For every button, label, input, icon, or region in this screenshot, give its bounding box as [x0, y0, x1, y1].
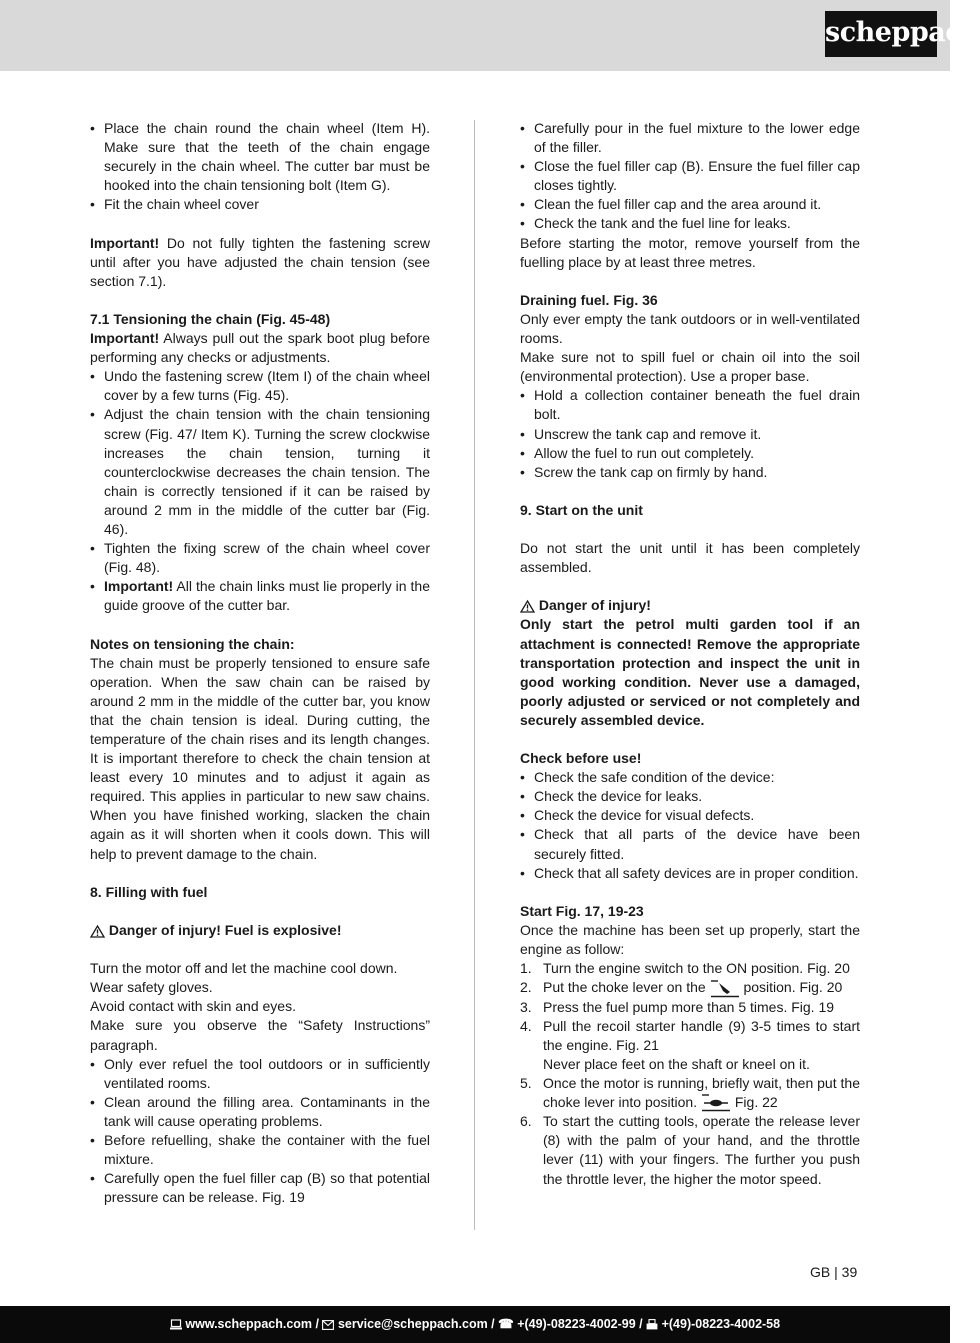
- item-text: Put the choke lever on the: [543, 979, 710, 996]
- item-number: 1.: [520, 960, 532, 977]
- warning-text: Only start the petrol multi garden tool if an attachment is connected! Remove the appropriate transportation protection and inspect the unit in good working condition. Never use a damaged, poorly adjusted or serviced or not completely and securely assembled device.: [520, 616, 860, 728]
- list-item: • Before refuelling, shake the container with the fuel mixture.: [90, 1131, 430, 1169]
- email-link[interactable]: service@scheppach.com: [337, 1317, 488, 1331]
- warning: [520, 596, 860, 615]
- important-text: Do not fully tighten the fastening screw until after you have adjusted the chain tension (see section 7.1).: [90, 234, 430, 289]
- warning: [90, 921, 430, 940]
- paragraph: [90, 234, 430, 291]
- item-text: Pull the recoil starter handle (9) 3-5 times to start the engine. Fig. 21: [543, 1017, 860, 1053]
- list-item: • Check the device for leaks.: [520, 787, 860, 806]
- list-item: • Clean the fuel filler cap and the area around it.: [520, 195, 860, 214]
- section-title: 8. Filling with fuel: [90, 883, 208, 900]
- paragraph: Only ever empty the tank outdoors or in well-ventilated rooms.: [520, 310, 860, 347]
- item-text: To start the cutting tools, operate the release lever (8) with the palm of your hand, and the throttle lever (11) with your fingers. The further you push the throttle lever, the higher the motor speed.: [543, 1113, 860, 1187]
- important-label: Important!: [104, 578, 174, 595]
- list-item: • Check that all parts of the device have been securely fitted.: [520, 825, 860, 863]
- paragraph: Make sure not to spill fuel or chain oil into the soil (environmental protection). Use a proper base.: [520, 349, 860, 385]
- list-item: • Hold a collection container beneath the fuel drain bolt.: [520, 386, 860, 424]
- list-item: • Allow the fuel to run out completely.: [520, 444, 860, 463]
- section-title: Notes on tensioning the chain:: [90, 635, 295, 652]
- separator: /: [635, 1317, 647, 1331]
- list-item: • Tighten the fixing screw of the chain wheel cover (Fig. 48).: [90, 539, 430, 577]
- separator: /: [312, 1317, 323, 1331]
- page-number-value: 39: [841, 1264, 858, 1280]
- section-title: 9. Start on the unit: [520, 501, 643, 518]
- list-item: • Check the safe condition of the device:: [520, 768, 860, 787]
- item-text: Turn the engine switch to the ON position. Fig. 20: [543, 960, 850, 977]
- item-number: 4.: [520, 1017, 532, 1034]
- header-bar: [0, 0, 980, 71]
- warning-text: Danger of injury! Fuel is explosive!: [108, 921, 342, 938]
- section-title: Start Fig. 17, 19-23: [520, 902, 644, 919]
- paragraph: [90, 329, 430, 367]
- item-text: Press the fuel pump more than 5 times. Fig. 19: [543, 998, 835, 1015]
- language-code: GB: [810, 1264, 831, 1280]
- paragraph: Once the machine has been set up properly, start the engine as follow:: [520, 921, 860, 958]
- separator: /: [487, 1317, 499, 1331]
- fax-icon: [646, 1319, 658, 1330]
- list-item: • Undo the fastening screw (Item I) of the chain wheel cover by a few turns (Fig. 45).: [90, 367, 430, 405]
- phone-number: +(49)-08223-4002-99: [517, 1317, 636, 1331]
- paragraph: The chain must be properly tensioned to ensure safe operation. When the saw chain can be raised by around 2 mm in the middle of the cutter bar, you know that the chain tension is ideal. During cutting, the temperature of the chain rises and its length changes. It is important therefore to check the chain tension at least every 10 minutes and to adjust it again as required. This applies in particular to new saw chains. When you have finished working, slacken the chain again as it will shorten when it cools down. This will help to prevent damage to the chain.: [90, 654, 430, 862]
- right-column: [520, 119, 860, 1189]
- list-item: • Place the chain round the chain wheel (Item H). Make sure that the teeth of the chain engage securely in the chain wheel. The cutter bar must be hooked into the chain tensioning bolt (Item G).: [90, 119, 430, 195]
- brand-logo: scheppach: [825, 11, 937, 57]
- list-item: • Unscrew the tank cap and remove it.: [520, 425, 860, 444]
- paragraph: Before starting the motor, remove yourself from the fuelling place by at least three metres.: [520, 234, 860, 270]
- item-number: 3.: [520, 998, 532, 1015]
- list-item: • Check the tank and the fuel line for leaks.: [520, 214, 860, 233]
- computer-icon: [170, 1319, 182, 1330]
- paragraph: Wear safety gloves.: [90, 979, 213, 996]
- list-item: • Clean around the filling area. Contaminants in the tank will cause operating problems.: [90, 1093, 430, 1131]
- list-item: • Adjust the chain tension with the chain tensioning screw (Fig. 47/ Item K). Turning the screw clockwise increases the chain tension, turning it counterclockwise decreases the chain tension. The chain is correctly tensioned if it can be raised by around 2 mm in the middle of the cutter bar (Fig. 46).: [90, 405, 430, 539]
- page-number: [810, 1264, 857, 1280]
- paragraph: Do not start the unit until it has been completely assembled.: [520, 540, 860, 576]
- important-label: Important!: [90, 234, 160, 251]
- list-item: • Screw the tank cap on firmly by hand.: [520, 463, 860, 482]
- numbered-item: [520, 998, 860, 1017]
- important-text: Always pull out the spark boot plug before performing any checks or adjustments.: [90, 330, 430, 366]
- list-item: • Only ever refuel the tool outdoors or in sufficiently ventilated rooms.: [90, 1055, 430, 1093]
- item-number: 5.: [520, 1074, 532, 1091]
- numbered-item: [520, 1017, 860, 1074]
- list-item: • Check that all safety devices are in proper condition.: [520, 864, 860, 883]
- important-text: All the chain links must lie properly in the guide groove of the cutter bar.: [104, 578, 430, 614]
- paragraph: Make sure you observe the “Safety Instructions” paragraph.: [90, 1017, 430, 1053]
- numbered-item: [520, 1074, 860, 1112]
- warning-icon: [520, 600, 535, 613]
- website-link[interactable]: www.scheppach.com: [185, 1317, 313, 1331]
- section-title: 7.1 Tensioning the chain (Fig. 45-48): [90, 310, 331, 327]
- email-icon: [322, 1320, 334, 1330]
- warning-title: Danger of injury!: [538, 597, 651, 614]
- item-text: Fig. 22: [730, 1093, 778, 1110]
- numbered-item: [520, 1112, 860, 1188]
- item-text: position. Fig. 20: [739, 979, 843, 996]
- item-number: 6.: [520, 1113, 532, 1130]
- numbered-item: [520, 959, 860, 978]
- phone-icon: ☎: [498, 1317, 514, 1331]
- list-item: [90, 577, 430, 615]
- list-item: • Fit the chain wheel cover: [90, 195, 430, 214]
- left-column: [90, 119, 430, 1207]
- fax-number: +(49)-08223-4002-58: [661, 1317, 781, 1331]
- important-label: Important!: [90, 330, 160, 347]
- list-item: • Close the fuel filler cap (B). Ensure the fuel filler cap closes tightly.: [520, 157, 860, 195]
- column-divider: [474, 120, 475, 1230]
- paragraph: Turn the motor off and let the machine cool down.: [90, 960, 398, 977]
- page-separator: |: [834, 1264, 838, 1280]
- section-title: Draining fuel. Fig. 36: [520, 291, 658, 308]
- list-item: • Carefully pour in the fuel mixture to the lower edge of the filler.: [520, 119, 860, 157]
- list-item: • Check the device for visual defects.: [520, 806, 860, 825]
- section-title: Check before use!: [520, 750, 642, 767]
- choke-closed-icon: [710, 980, 740, 998]
- numbered-item: [520, 978, 860, 997]
- choke-open-icon: [701, 1094, 731, 1112]
- list-item: • Carefully open the fuel filler cap (B) so that potential pressure can be release. Fig. 19: [90, 1169, 430, 1207]
- item-text: Once the motor is running, briefly wait, then put the choke lever into position.: [543, 1074, 860, 1110]
- item-text: Never place feet on the shaft or kneel on it.: [543, 1055, 810, 1072]
- item-number: 2.: [520, 979, 532, 996]
- warning-icon: [90, 925, 105, 938]
- footer-bar: [0, 1306, 950, 1343]
- paragraph: Avoid contact with skin and eyes.: [90, 998, 296, 1015]
